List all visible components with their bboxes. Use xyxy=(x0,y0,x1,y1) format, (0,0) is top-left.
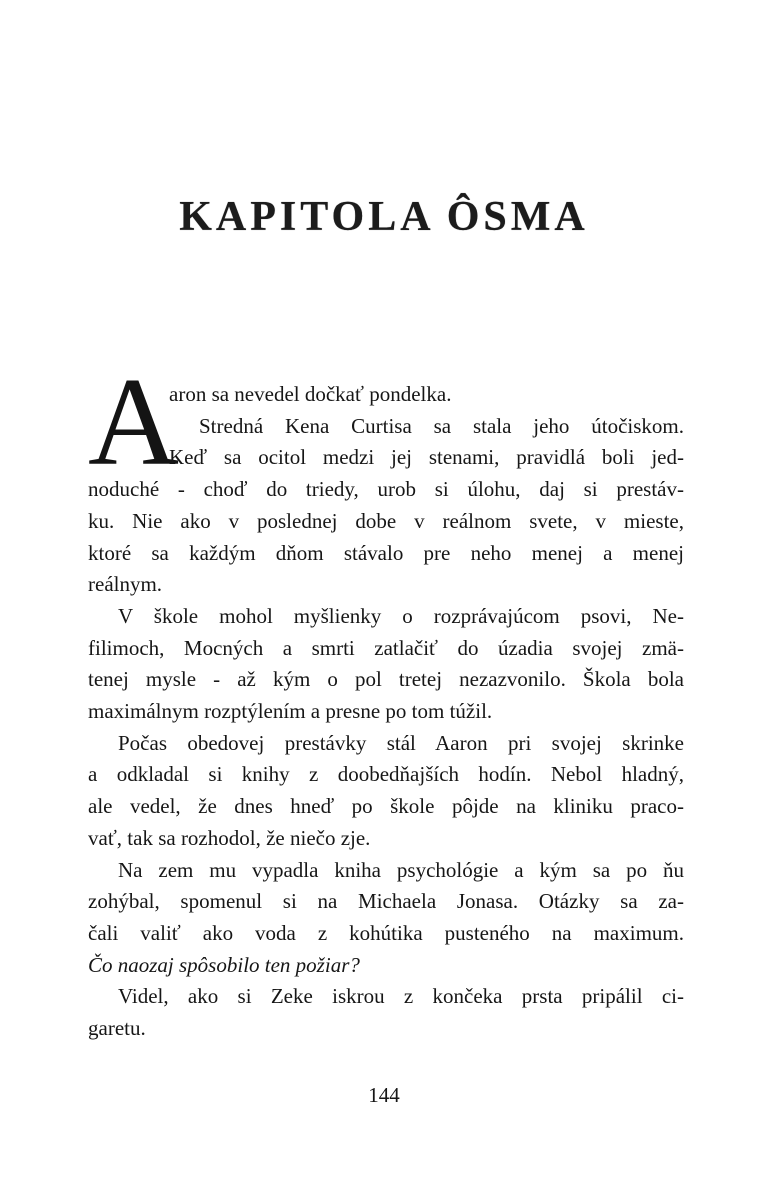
text-line: V škole mohol myšlienky o rozprávajúcom psovi, Ne- xyxy=(118,603,684,628)
text-line: ale vedel, že dnes hneď po škole pôjde na kliniku praco- xyxy=(88,794,684,819)
drop-cap: A xyxy=(88,353,179,492)
text-line: vať, tak sa rozhodol, že niečo zje. xyxy=(88,825,371,850)
text-line: garetu. xyxy=(88,1016,146,1041)
text-line: ktoré sa každým dňom stávalo pre neho menej a menej xyxy=(88,540,684,565)
text-line: Na zem mu vypadla kniha psychológie a kým sa po ňu xyxy=(118,857,684,882)
text-line: Keď sa ocitol medzi jej stenami, pravidlá boli jed- xyxy=(169,445,684,470)
text-line: maximálnym rozptýlením a presne po tom túžil. xyxy=(88,699,493,724)
text-line: aron sa nevedel dočkať pondelka. xyxy=(169,382,452,406)
text-line: reálnym. xyxy=(88,572,163,597)
text-line: a odkladal si knihy z doobedňajších hodín. Nebol hladný, xyxy=(88,762,684,787)
text-line: Videl, ako si Zeke iskrou z končeka prsta pripálil ci- xyxy=(118,984,684,1009)
text-line: zohýbal, spomenul si na Michaela Jonasa. Otázky sa za- xyxy=(88,889,684,914)
page-number: 144 xyxy=(368,1083,400,1107)
text-line: filimoch, Mocných a smrti zatlačiť do úzadia svojej zmä- xyxy=(88,635,684,660)
text-line: Stredná Kena Curtisa sa stala jeho útočiskom. xyxy=(199,413,684,438)
text-line: tenej mysle - až kým o pol tretej nezazvonilo. Škola bola xyxy=(88,667,684,692)
chapter-title: KAPITOLA ÔSMA xyxy=(179,194,589,240)
text-line-italic-thought: Čo naozaj spôsobilo ten požiar? xyxy=(88,952,360,977)
body-text xyxy=(88,353,684,1045)
text-line: Počas obedovej prestávky stál Aaron pri svojej skrinke xyxy=(118,730,684,755)
text-line: noduché - choď do triedy, urob si úlohu, daj si prestáv- xyxy=(88,477,684,502)
text-line: čali valiť ako voda z kohútika pusteného na maximum. xyxy=(88,920,684,945)
text-line: ku. Nie ako v poslednej dobe v reálnom svete, v mieste, xyxy=(88,508,684,533)
